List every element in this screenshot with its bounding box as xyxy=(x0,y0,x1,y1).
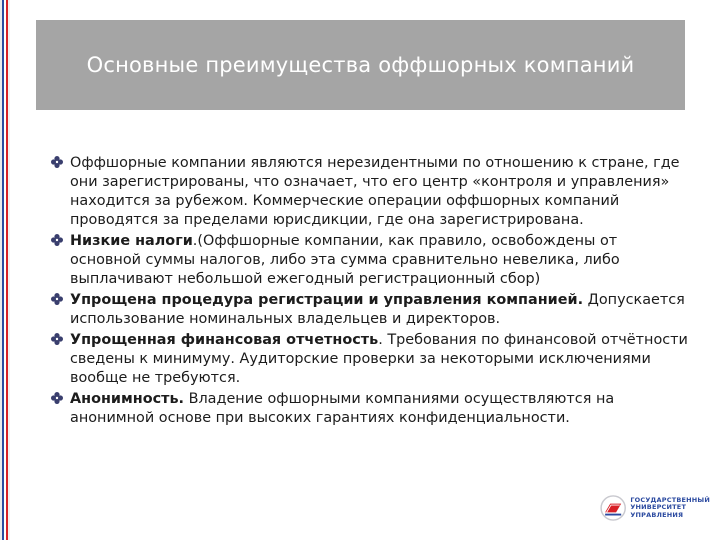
list-item xyxy=(48,331,688,388)
item-text: Владение офшорными компаниями осуществляются на анонимной основе при высоких гарантиях конфиденциальности. xyxy=(70,391,615,426)
item-emphasis: Низкие налоги xyxy=(70,233,193,249)
diamond-bullet-icon xyxy=(50,155,64,169)
item-emphasis: Анонимность. xyxy=(70,391,185,407)
university-logo xyxy=(600,488,710,528)
logo-caption xyxy=(630,497,710,520)
item-text: Оффшорные компании являются нерезидентными по отношению к стране, где они зарегистрированы, что означает, что его центр «контроля и управления» находится за рубежом. Коммерческие операции оффшорных компаний проводятся за пределами юрисдикции, где она зарегистрирована. xyxy=(70,155,680,228)
diamond-bullet-icon xyxy=(50,391,64,405)
list-item xyxy=(48,291,688,329)
list-item xyxy=(48,390,688,428)
list-item xyxy=(48,154,688,230)
item-text: .(Оффшорные компании, как правило, освобождены от основной суммы налогов, либо эта сумма сравнительно невелика, либо выплачивают небольшой ежегодный регистрационный сбор) xyxy=(70,233,620,287)
logo-line-2: УНИВЕРСИТЕТ xyxy=(630,503,687,512)
item-emphasis: Упрощенная финансовая отчетность xyxy=(70,332,379,348)
bullet-list xyxy=(48,154,688,430)
item-text: . Требования по финансовой отчётности сведены к минимуму. Аудиторские проверки за некоторыми исключениями вообще не требуются. xyxy=(70,332,688,386)
item-text: Допускается использование номинальных владельцев и директоров. xyxy=(70,292,685,327)
diamond-bullet-icon xyxy=(50,332,64,346)
diamond-bullet-icon xyxy=(50,233,64,247)
slide-title: Основные преимущества оффшорных компаний xyxy=(86,53,635,77)
title-banner xyxy=(36,20,685,110)
side-stripes-decoration xyxy=(0,0,10,540)
university-logo-icon xyxy=(600,490,626,526)
item-emphasis: Упрощена процедура регистрации и управления компанией. xyxy=(70,292,584,308)
list-item xyxy=(48,232,688,289)
logo-line-1: ГОСУДАРСТВЕННЫЙ xyxy=(630,495,710,504)
logo-line-3: УПРАВЛЕНИЯ xyxy=(630,510,684,519)
diamond-bullet-icon xyxy=(50,292,64,306)
